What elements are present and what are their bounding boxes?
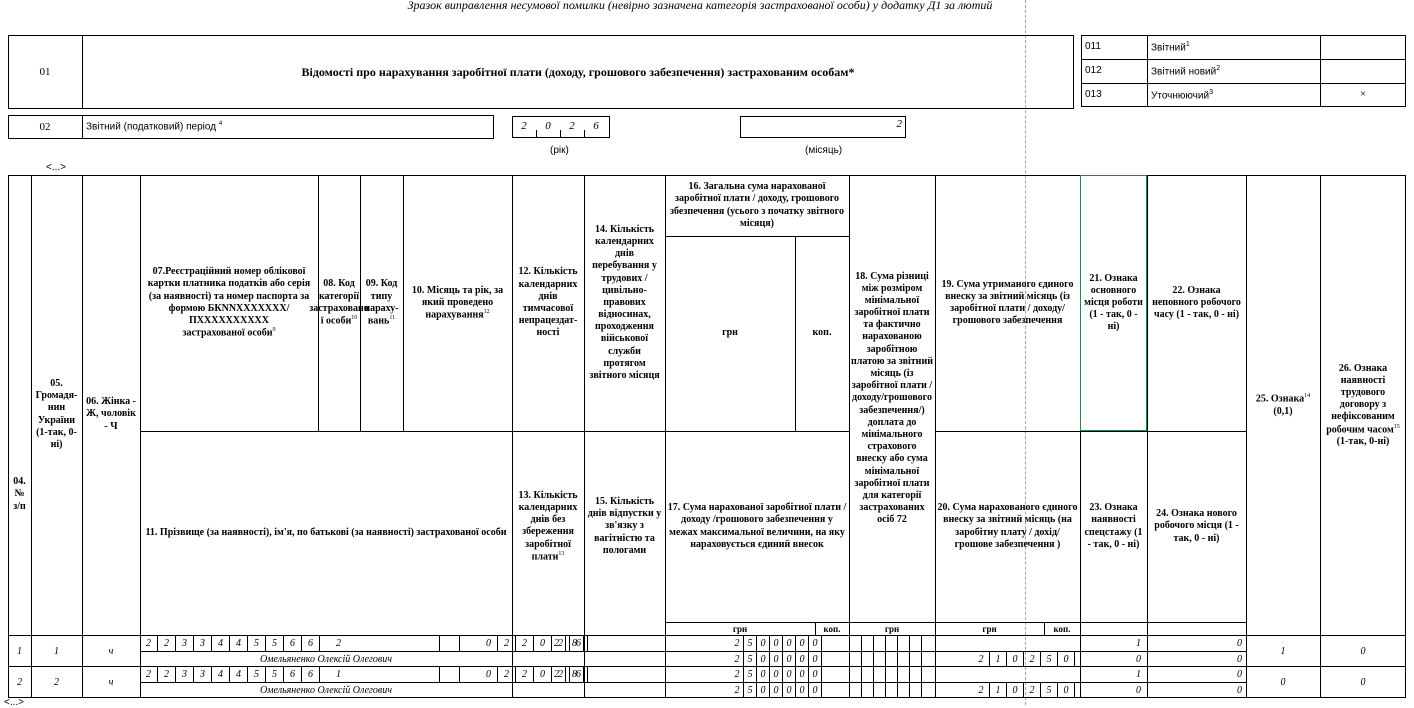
rnokpp-digit: 2 bbox=[158, 667, 176, 682]
year-digit: 0 bbox=[545, 120, 551, 132]
report-type-label bbox=[1151, 41, 1190, 53]
row-number: 1 bbox=[17, 646, 22, 657]
year-digit: 2 bbox=[521, 120, 527, 132]
col-11-header bbox=[140, 431, 512, 636]
sub-18-grn: грн bbox=[884, 624, 900, 634]
header-text: 25. Ознака bbox=[1255, 393, 1305, 405]
col-26-header bbox=[1320, 175, 1406, 636]
rnokpp-digit: 3 bbox=[194, 667, 212, 682]
rnokpp-digit: 3 bbox=[176, 667, 194, 682]
sum20-digit: 1 bbox=[990, 651, 1007, 667]
rnokpp-digit: 6 bbox=[302, 636, 320, 651]
grid-line bbox=[885, 636, 886, 667]
sum20-digit: 5 bbox=[1041, 682, 1058, 698]
sum20-digit: 0 bbox=[1007, 682, 1024, 698]
year-digit: 2 bbox=[569, 120, 575, 132]
sum16-digit: 0 bbox=[770, 636, 783, 651]
report-type-label-text: Звітний новий bbox=[1151, 66, 1217, 78]
col-18-header bbox=[849, 175, 935, 622]
report-type-label-text: Уточнюючий bbox=[1151, 90, 1210, 102]
sum17-digit: 0 bbox=[770, 682, 783, 698]
header-text: 26. Ознака наявності трудового договору з нефіксованим робочим часом bbox=[1326, 362, 1395, 435]
rnokpp-digit: 4 bbox=[230, 636, 248, 651]
grid-line bbox=[873, 667, 874, 698]
col-16-kop-header bbox=[795, 236, 849, 431]
sum20-digit: 0 bbox=[1058, 682, 1075, 698]
form-title: Відомості про нарахування заробітної плати (доходу, грошового забезпечення) застрахованим особам* bbox=[301, 64, 855, 79]
period-digit: 2 bbox=[498, 667, 516, 682]
header-text: 06. Жінка - Ж, чоловік - Ч bbox=[86, 396, 136, 432]
rnokpp-digit: 4 bbox=[230, 667, 248, 682]
report-type-label-sup: 3 bbox=[1209, 89, 1213, 96]
sum17-digit: 0 bbox=[770, 651, 783, 667]
grid-line bbox=[897, 667, 898, 698]
report-type-code: 013 bbox=[1085, 89, 1102, 100]
col-17-header bbox=[665, 431, 849, 622]
citizen-flag: 1 bbox=[54, 646, 59, 657]
rnokpp-digit: 5 bbox=[266, 636, 284, 651]
divider bbox=[1147, 35, 1148, 107]
report-type-label bbox=[1151, 65, 1220, 77]
header-text: 05. Громадя-нин України (1-так, 0-ні) bbox=[35, 377, 78, 450]
divider bbox=[1081, 59, 1406, 60]
header-text: 19. Сума утриманого єдиного внеску за звітний місяць (із заробітної плати / доходу/грошового забезпечення bbox=[941, 278, 1074, 327]
header-text: застрахованої особи bbox=[182, 327, 273, 339]
period-digit: 2 bbox=[516, 636, 534, 651]
report-type-label-text: Звітний bbox=[1151, 42, 1186, 54]
footnote-sup: 11 bbox=[389, 315, 396, 322]
sum17-digit: 0 bbox=[783, 682, 796, 698]
header-text: 15. Кількість днів відпустки у зв'язку з вагітністю та пологами bbox=[587, 496, 662, 556]
header-text: 23. Ознака наявності спецстажу (1 - так, 0 - ні) bbox=[1084, 502, 1143, 550]
col-09-header bbox=[360, 175, 403, 431]
header-text: 24. Ознака нового робочого місця (1 - так, 0 - ні) bbox=[1154, 508, 1239, 544]
rnokpp-digit: 4 bbox=[212, 636, 230, 651]
year-caption: (рік) bbox=[550, 145, 569, 156]
rnokpp-digit: 6 bbox=[284, 636, 302, 651]
flag-23: 0 bbox=[1136, 684, 1141, 696]
grid-line bbox=[921, 667, 922, 698]
rnokpp-digit: 3 bbox=[176, 636, 194, 651]
col-16-header bbox=[665, 175, 849, 236]
grid-line bbox=[873, 636, 874, 667]
divider bbox=[1081, 83, 1406, 84]
gender: ч bbox=[108, 677, 114, 688]
sum16-digit: 0 bbox=[783, 636, 796, 651]
period-digit: 0 bbox=[534, 667, 552, 682]
col-20-header bbox=[935, 431, 1080, 622]
footnote-sup: 15 bbox=[1393, 423, 1400, 430]
period-digit: 6 bbox=[570, 636, 588, 651]
grid-line bbox=[885, 667, 886, 698]
sum20-digit: 0 bbox=[1058, 651, 1075, 667]
flag-23: 0 bbox=[1136, 653, 1141, 665]
rnokpp-digit: 5 bbox=[248, 636, 266, 651]
flag-25: 0 bbox=[1280, 677, 1286, 688]
header-text: 07.Реєстраційний номер облікової картки платника податків або серія (за наявності) та номер паспорта за формою БКNNXXXXXXX/ПXXXXXXXXXX bbox=[147, 266, 311, 327]
header-text: 08. Код категорії застраховано ї особи bbox=[309, 278, 369, 327]
sub-16-kop: коп. bbox=[823, 624, 841, 634]
report-type-mark[interactable]: × bbox=[1359, 88, 1367, 100]
period-label-text: Звітний (податковий) період bbox=[86, 121, 217, 133]
divider bbox=[82, 115, 83, 139]
sum20-digit: 2 bbox=[1024, 651, 1041, 667]
period-digit: 0 bbox=[480, 667, 498, 682]
header-text: 11. Прізвище (за наявності), ім'я, по батькові (за наявності) застрахованої особи bbox=[145, 527, 507, 539]
sum16-digit: 0 bbox=[757, 636, 770, 651]
sum17-digit: 0 bbox=[796, 682, 809, 698]
rnokpp-digit: 3 bbox=[194, 636, 212, 651]
col-04-header bbox=[8, 175, 31, 636]
rnokpp-digit: 4 bbox=[212, 667, 230, 682]
rnokpp-digit: 2 bbox=[158, 636, 176, 651]
grid-line bbox=[921, 636, 922, 667]
days-digit: 2 bbox=[548, 636, 566, 651]
header-text: 09. Код типу нараху-вань bbox=[364, 278, 399, 327]
header-text: коп. bbox=[812, 327, 832, 339]
sum17-digit: 0 bbox=[796, 651, 809, 667]
days-digit: 8 bbox=[566, 667, 584, 682]
digit-tick bbox=[584, 130, 585, 138]
report-type-label-sup: 2 bbox=[1216, 65, 1221, 72]
report-type-label bbox=[1151, 89, 1213, 101]
sum17-digit: 0 bbox=[809, 682, 822, 698]
sum16-digit: 0 bbox=[809, 667, 822, 682]
header-text: 13. Кількість календарних днів без збереження заробітної плати bbox=[518, 489, 578, 563]
row-02-code: 02 bbox=[39, 121, 51, 133]
col-24-header bbox=[1147, 431, 1246, 622]
digit-tick bbox=[536, 130, 537, 138]
rnokpp-digit: 6 bbox=[284, 667, 302, 682]
sum16-digit: 0 bbox=[757, 667, 770, 682]
sum20-digit: 0 bbox=[1007, 651, 1024, 667]
flag-25: 1 bbox=[1280, 646, 1286, 657]
col-21-header bbox=[1080, 175, 1147, 431]
header-text: (0,1) bbox=[1273, 405, 1293, 417]
col-13-header bbox=[512, 431, 584, 622]
sub-20-grn: грн bbox=[982, 624, 997, 634]
citizen-flag: 2 bbox=[54, 677, 59, 688]
digit-tick bbox=[560, 130, 561, 138]
header-text: 20. Сума нарахованого єдиного внеску за звітний місяць (на заробітну плату / дохід/грошове забезпечення ) bbox=[937, 502, 1078, 550]
footnote-sup: 12 bbox=[483, 308, 490, 315]
sum17-digit: 0 bbox=[757, 682, 770, 698]
period-digit: 6 bbox=[570, 667, 588, 682]
header-text: 16. Загальна сума нарахованої заробітної плати / доходу, грошового збезпечення (усього з початку звітного місяця) bbox=[670, 181, 844, 229]
rnokpp-digit: 2 bbox=[140, 636, 158, 651]
flag-24: 0 bbox=[1237, 653, 1242, 665]
insured-name: Омельяненко Олексій Олегович bbox=[259, 684, 393, 696]
flag-26: 0 bbox=[1360, 677, 1366, 688]
footnote-sup: 10 bbox=[351, 315, 358, 322]
accrual-type bbox=[440, 636, 460, 651]
sum16-digit: 5 bbox=[744, 667, 757, 682]
days-digit: 8 bbox=[566, 636, 584, 651]
flag-24: 0 bbox=[1237, 684, 1242, 696]
header-text: 18. Сума різниці між розміром мінімальної заробітної плати та фактично нарахованою заробітною платою за звітний місяць (із заробітної плати / доходу/грошового забезпечення/) доплата до мінімального страхового внеску або сума мінімальної заробітної плати для категорії застрахованих осіб 72 bbox=[851, 270, 933, 526]
sum16-digit: 0 bbox=[796, 636, 809, 651]
gender: ч bbox=[108, 646, 114, 657]
sum17-digit: 2 bbox=[731, 682, 744, 698]
sum16-digit: 5 bbox=[744, 636, 757, 651]
header-text: 12. Кількість календарних днів тимчасової непрацездат-ності bbox=[518, 266, 578, 339]
col-25-header bbox=[1246, 175, 1320, 636]
col-08-header bbox=[309, 175, 369, 431]
col-06-header bbox=[82, 175, 140, 636]
collapse-marker: <...> bbox=[46, 162, 67, 173]
col-14-header bbox=[584, 175, 665, 431]
report-type-code: 011 bbox=[1085, 41, 1101, 52]
rnokpp-digit: 6 bbox=[302, 667, 320, 682]
period-digit: 2 bbox=[516, 667, 534, 682]
sum20-digit: 2 bbox=[973, 651, 990, 667]
sum16-digit: 0 bbox=[809, 636, 822, 651]
rnokpp-digit: 5 bbox=[266, 667, 284, 682]
header-text: 04. № з/п bbox=[13, 476, 26, 512]
col-22-header bbox=[1147, 175, 1246, 431]
col-12-header bbox=[512, 175, 584, 431]
period-digit: 0 bbox=[480, 636, 498, 651]
report-type-code: 012 bbox=[1085, 65, 1102, 76]
period-label bbox=[86, 121, 222, 132]
report-type-label-sup: 1 bbox=[1185, 41, 1190, 48]
period-digit: 0 bbox=[534, 636, 552, 651]
flag-26: 0 bbox=[1360, 646, 1366, 657]
sum16-digit: 0 bbox=[783, 667, 796, 682]
col-07-wrap bbox=[142, 266, 316, 339]
period-label-sup: 4 bbox=[218, 121, 223, 127]
rnokpp-digit: 5 bbox=[248, 667, 266, 682]
col-10-header bbox=[403, 175, 512, 431]
sum17-digit: 0 bbox=[809, 651, 822, 667]
col-23-header bbox=[1080, 431, 1147, 622]
sum17-digit: 2 bbox=[731, 651, 744, 667]
grid-line bbox=[909, 667, 910, 698]
header-text: 10. Місяць та рік, за який проведено нарахування bbox=[411, 284, 504, 321]
sum20-digit: 5 bbox=[1041, 651, 1058, 667]
col-07-header bbox=[140, 175, 318, 431]
sub-16-grn: грн bbox=[732, 624, 748, 634]
accrual-type bbox=[440, 667, 460, 682]
insured-name: Омельяненко Олексій Олегович bbox=[259, 653, 393, 665]
grid-line bbox=[909, 636, 910, 667]
sum16-digit: 0 bbox=[770, 667, 783, 682]
flag-22: 0 bbox=[1237, 638, 1242, 649]
footnote-sup: 9 bbox=[272, 327, 276, 334]
row-01-code: 01 bbox=[39, 66, 51, 78]
period-digit: 2 bbox=[552, 667, 570, 682]
sum16-digit: 0 bbox=[796, 667, 809, 682]
grid-line bbox=[861, 667, 862, 698]
row-number: 2 bbox=[17, 677, 22, 688]
sum20-digit: 2 bbox=[1024, 682, 1041, 698]
sum20-digit: 2 bbox=[973, 682, 990, 698]
header-text: (1-так, 0-ні) bbox=[1336, 436, 1390, 448]
header-text: 21. Ознака основного місця роботи (1 - так, 0 - ні) bbox=[1084, 272, 1143, 333]
days-digit: 2 bbox=[548, 667, 566, 682]
flag-21: 1 bbox=[1136, 638, 1141, 649]
sum16-digit: 2 bbox=[731, 667, 744, 682]
flag-21: 1 bbox=[1136, 669, 1141, 680]
category-code: 1 bbox=[320, 667, 440, 682]
col-19-header bbox=[935, 175, 1080, 431]
month-caption: (місяць) bbox=[805, 145, 843, 156]
footnote-sup: 13 bbox=[558, 550, 565, 557]
flag-22: 0 bbox=[1237, 669, 1242, 680]
col-15-header bbox=[584, 431, 665, 622]
category-code: 2 bbox=[320, 636, 440, 651]
grid-line bbox=[861, 636, 862, 667]
sum17-digit: 5 bbox=[744, 651, 757, 667]
year-digit: 6 bbox=[593, 120, 599, 132]
grid-line bbox=[897, 636, 898, 667]
header-text: грн bbox=[722, 327, 738, 339]
col-05-header bbox=[31, 175, 82, 636]
bottom-marker: <...> bbox=[4, 697, 25, 708]
header-text: 17. Сума нарахованої заробітної плати / доходу /грошового забезпечення у межах максимальної величини, на яку нараховується єдиний внесок bbox=[667, 502, 847, 550]
sum16-digit: 2 bbox=[731, 636, 744, 651]
sum17-digit: 0 bbox=[783, 651, 796, 667]
sub-20-kop: коп. bbox=[1053, 624, 1071, 634]
period-digit: 2 bbox=[498, 636, 516, 651]
month-value: 2 bbox=[896, 118, 902, 130]
top-note: Зразок виправлення несумової помилки (невірно зазначена категорія застрахованої особи) у додатку Д1 за лютий bbox=[407, 0, 993, 12]
sum17-digit: 5 bbox=[744, 682, 757, 698]
header-text: 14. Кількість календарних днів перебування у трудових / цивільно-правових відносинах, проходження військової служби протягом звітного місяця bbox=[589, 223, 660, 382]
footnote-sup: 14 bbox=[1304, 393, 1311, 400]
header-text: 22. Ознака неповного робочого часу (1 - так, 0 - ні) bbox=[1152, 284, 1241, 321]
rnokpp-digit: 2 bbox=[140, 667, 158, 682]
col-16-grn-header bbox=[665, 236, 795, 431]
sum17-digit: 0 bbox=[757, 651, 770, 667]
period-digit: 2 bbox=[552, 636, 570, 651]
sum20-digit: 1 bbox=[990, 682, 1007, 698]
